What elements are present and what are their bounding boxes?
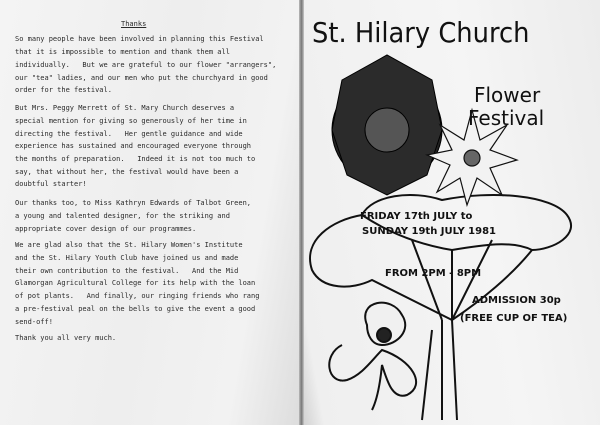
text-line: appropriate cover design of our programmes.	[15, 225, 197, 233]
text-line: special mention for giving so generously of her time in	[15, 117, 247, 125]
dark-flower-icon	[332, 55, 442, 195]
text-line: say, that without her, the festival would have been a	[15, 168, 239, 176]
admission-price: ADMISSION 30p	[472, 295, 561, 306]
text-line: their own contribution to the festival. And the Mid	[15, 267, 239, 275]
thanks-heading: Thanks	[121, 20, 147, 28]
text-line: the months of preparation. Indeed it is not too much to	[15, 155, 256, 163]
festival-hours: FROM 2PM - 8PM	[385, 268, 482, 279]
vein	[412, 240, 492, 320]
church-title: St. Hilary Church	[312, 16, 530, 49]
orchid-flower-icon	[329, 303, 416, 410]
text-line: our "tea" ladies, and our men who put the churchyard in good	[15, 74, 268, 82]
text-line: So many people have been involved in planning this Festival	[15, 35, 264, 43]
festival-heading: Festival	[468, 106, 545, 130]
text-line: individually. But we are grateful to our flower "arrangers",	[15, 61, 277, 69]
text-line: Our thanks too, to Miss Kathryn Edwards of Talbot Green,	[15, 199, 252, 207]
flower-heading: Flower	[474, 83, 541, 107]
text-line: send-off!	[15, 318, 53, 326]
text-line: that it is impossible to mention and thank them all	[15, 48, 230, 56]
text-line: Glamorgan Agricultural College for its help with the loan	[15, 279, 256, 287]
text-line: We are glad also that the St. Hilary Women's Institute	[15, 241, 243, 249]
text-line: and the St. Hilary Youth Club have joined us and made	[15, 254, 239, 262]
stem	[422, 320, 457, 420]
text-line: directing the festival. Her gentle guidance and wide	[15, 130, 243, 138]
date-line-2: SUNDAY 19th JULY 1981	[362, 226, 497, 237]
admission-note: (FREE CUP OF TEA)	[460, 313, 568, 324]
text-line: Thank you all very much.	[15, 334, 117, 342]
text-line: of pot plants. And finally, our ringing friends who rang	[15, 292, 260, 300]
text-line: doubtful starter!	[15, 180, 87, 188]
text-line: a young and talented designer, for the striking and	[15, 212, 230, 220]
text-line: But Mrs. Peggy Merrett of St. Mary Church deserves a	[15, 104, 235, 112]
text-line: experience has sustained and encouraged everyone through	[15, 142, 252, 150]
text-line: a pre-festival peal on the bells to give the event a good	[15, 305, 256, 313]
text-line: order for the festival.	[15, 86, 112, 94]
date-line-1: FRIDAY 17th JULY to	[360, 211, 473, 222]
